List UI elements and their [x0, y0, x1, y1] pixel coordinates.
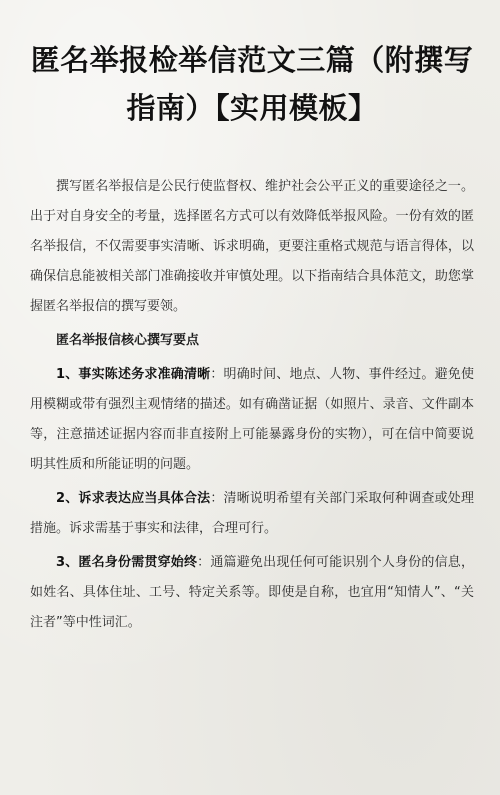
point-3-body: 通篇避免出现任何可能识别个人身份的信息，如姓名、具体住址、工号、特定关系等。即使是自称，也宜用“知情人”、“关注者”等中性词汇。 — [30, 555, 474, 630]
document-title: 匿名举报检举信范文三篇（附撰写指南）【实用模板】 — [30, 43, 474, 125]
point-2 — [30, 484, 474, 544]
point-2-separator: ： — [210, 491, 224, 506]
point-1-body: 明确时间、地点、人物、事件经过。避免使用模糊或带有强烈主观情绪的描述。如有确凿证据（如照片、录音、文件副本等，注意描述证据内容而非直接附上可能暴露身份的实物），可在信中简要说明其性质和所能证明的问题。 — [30, 367, 474, 472]
section-heading: 匿名举报信核心撰写要点 — [56, 333, 200, 348]
point-1-lead: 1、事实陈述务求准确清晰 — [56, 367, 211, 382]
point-2-body: 清晰说明希望有关部门采取何种调查或处理措施。诉求需基于事实和法律，合理可行。 — [30, 491, 474, 536]
intro-paragraph: 撰写匿名举报信是公民行使监督权、维护社会公平正义的重要途径之一。出于对自身安全的考量，选择匿名方式可以有效降低举报风险。一份有效的匿名举报信，不仅需要事实清晰、诉求明确，更要注重格式规范与语言得体，以确保信息能被相关部门准确接收并审慎处理。以下指南结合具体范文，助您掌握匿名举报信的撰写要领。 — [30, 179, 474, 314]
point-3 — [30, 548, 474, 638]
point-3-lead: 3、匿名身份需贯穿始终 — [56, 555, 198, 570]
point-2-lead: 2、诉求表达应当具体合法 — [56, 491, 211, 506]
point-1-separator: ： — [210, 367, 224, 382]
point-3-separator: ： — [197, 555, 211, 570]
point-1 — [30, 360, 474, 480]
